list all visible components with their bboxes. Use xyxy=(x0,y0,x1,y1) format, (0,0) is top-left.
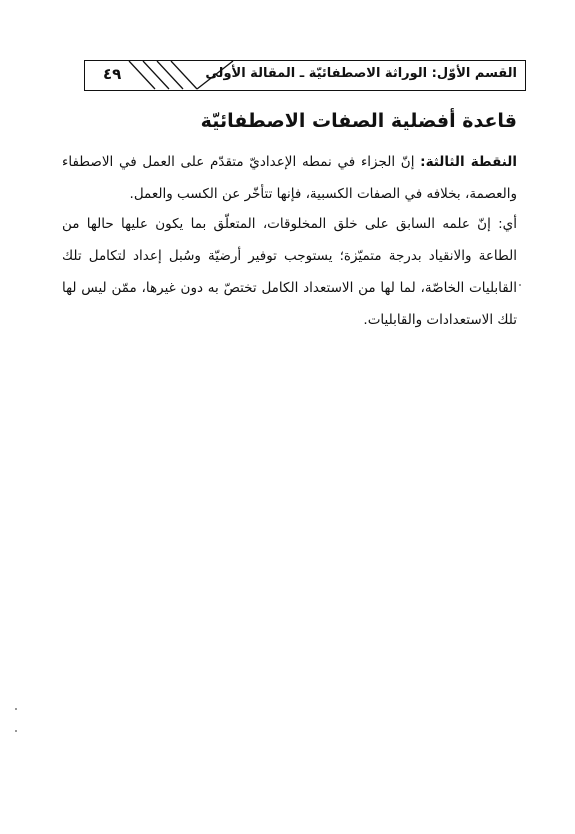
scan-speck xyxy=(15,730,17,732)
paragraph-1-lead: النقطة الثالثة: xyxy=(420,154,517,170)
header-title: القسم الأوّل: الوراثة الاصطفائيّة ـ المقالة الأولى xyxy=(205,66,517,81)
section-heading: قاعدة أفضلية الصفات الاصطفائيّة xyxy=(200,110,517,132)
scan-speck xyxy=(519,284,521,286)
page-number: ٤٩ xyxy=(103,65,122,83)
paragraph-1-text: إنّ الجزاء في نمطه الإعداديّ متقدّم على العمل في الاصطفاء والعصمة، بخلافه في الصفات الكسبية، فإنها تتأخّر عن الكسب والعمل. xyxy=(62,154,517,202)
paragraph-2: أي: إنّ علمه السابق على خلق المخلوقات، المتعلّق بما يكون عليها حالها من الطاعة والانقياد بدرجة متميّزة؛ يستوجب توفير أرضيّة وسُبل إعداد لتكامل تلك القابليات الخاصّة، لما لها من الاستعداد الكامل تختصّ به دون غيرها، ممّن ليس لها تلك الاستعدادات والقابليات. xyxy=(62,216,517,328)
running-header xyxy=(84,60,526,91)
scan-speck xyxy=(15,708,17,710)
paragraph-1 xyxy=(62,146,517,210)
